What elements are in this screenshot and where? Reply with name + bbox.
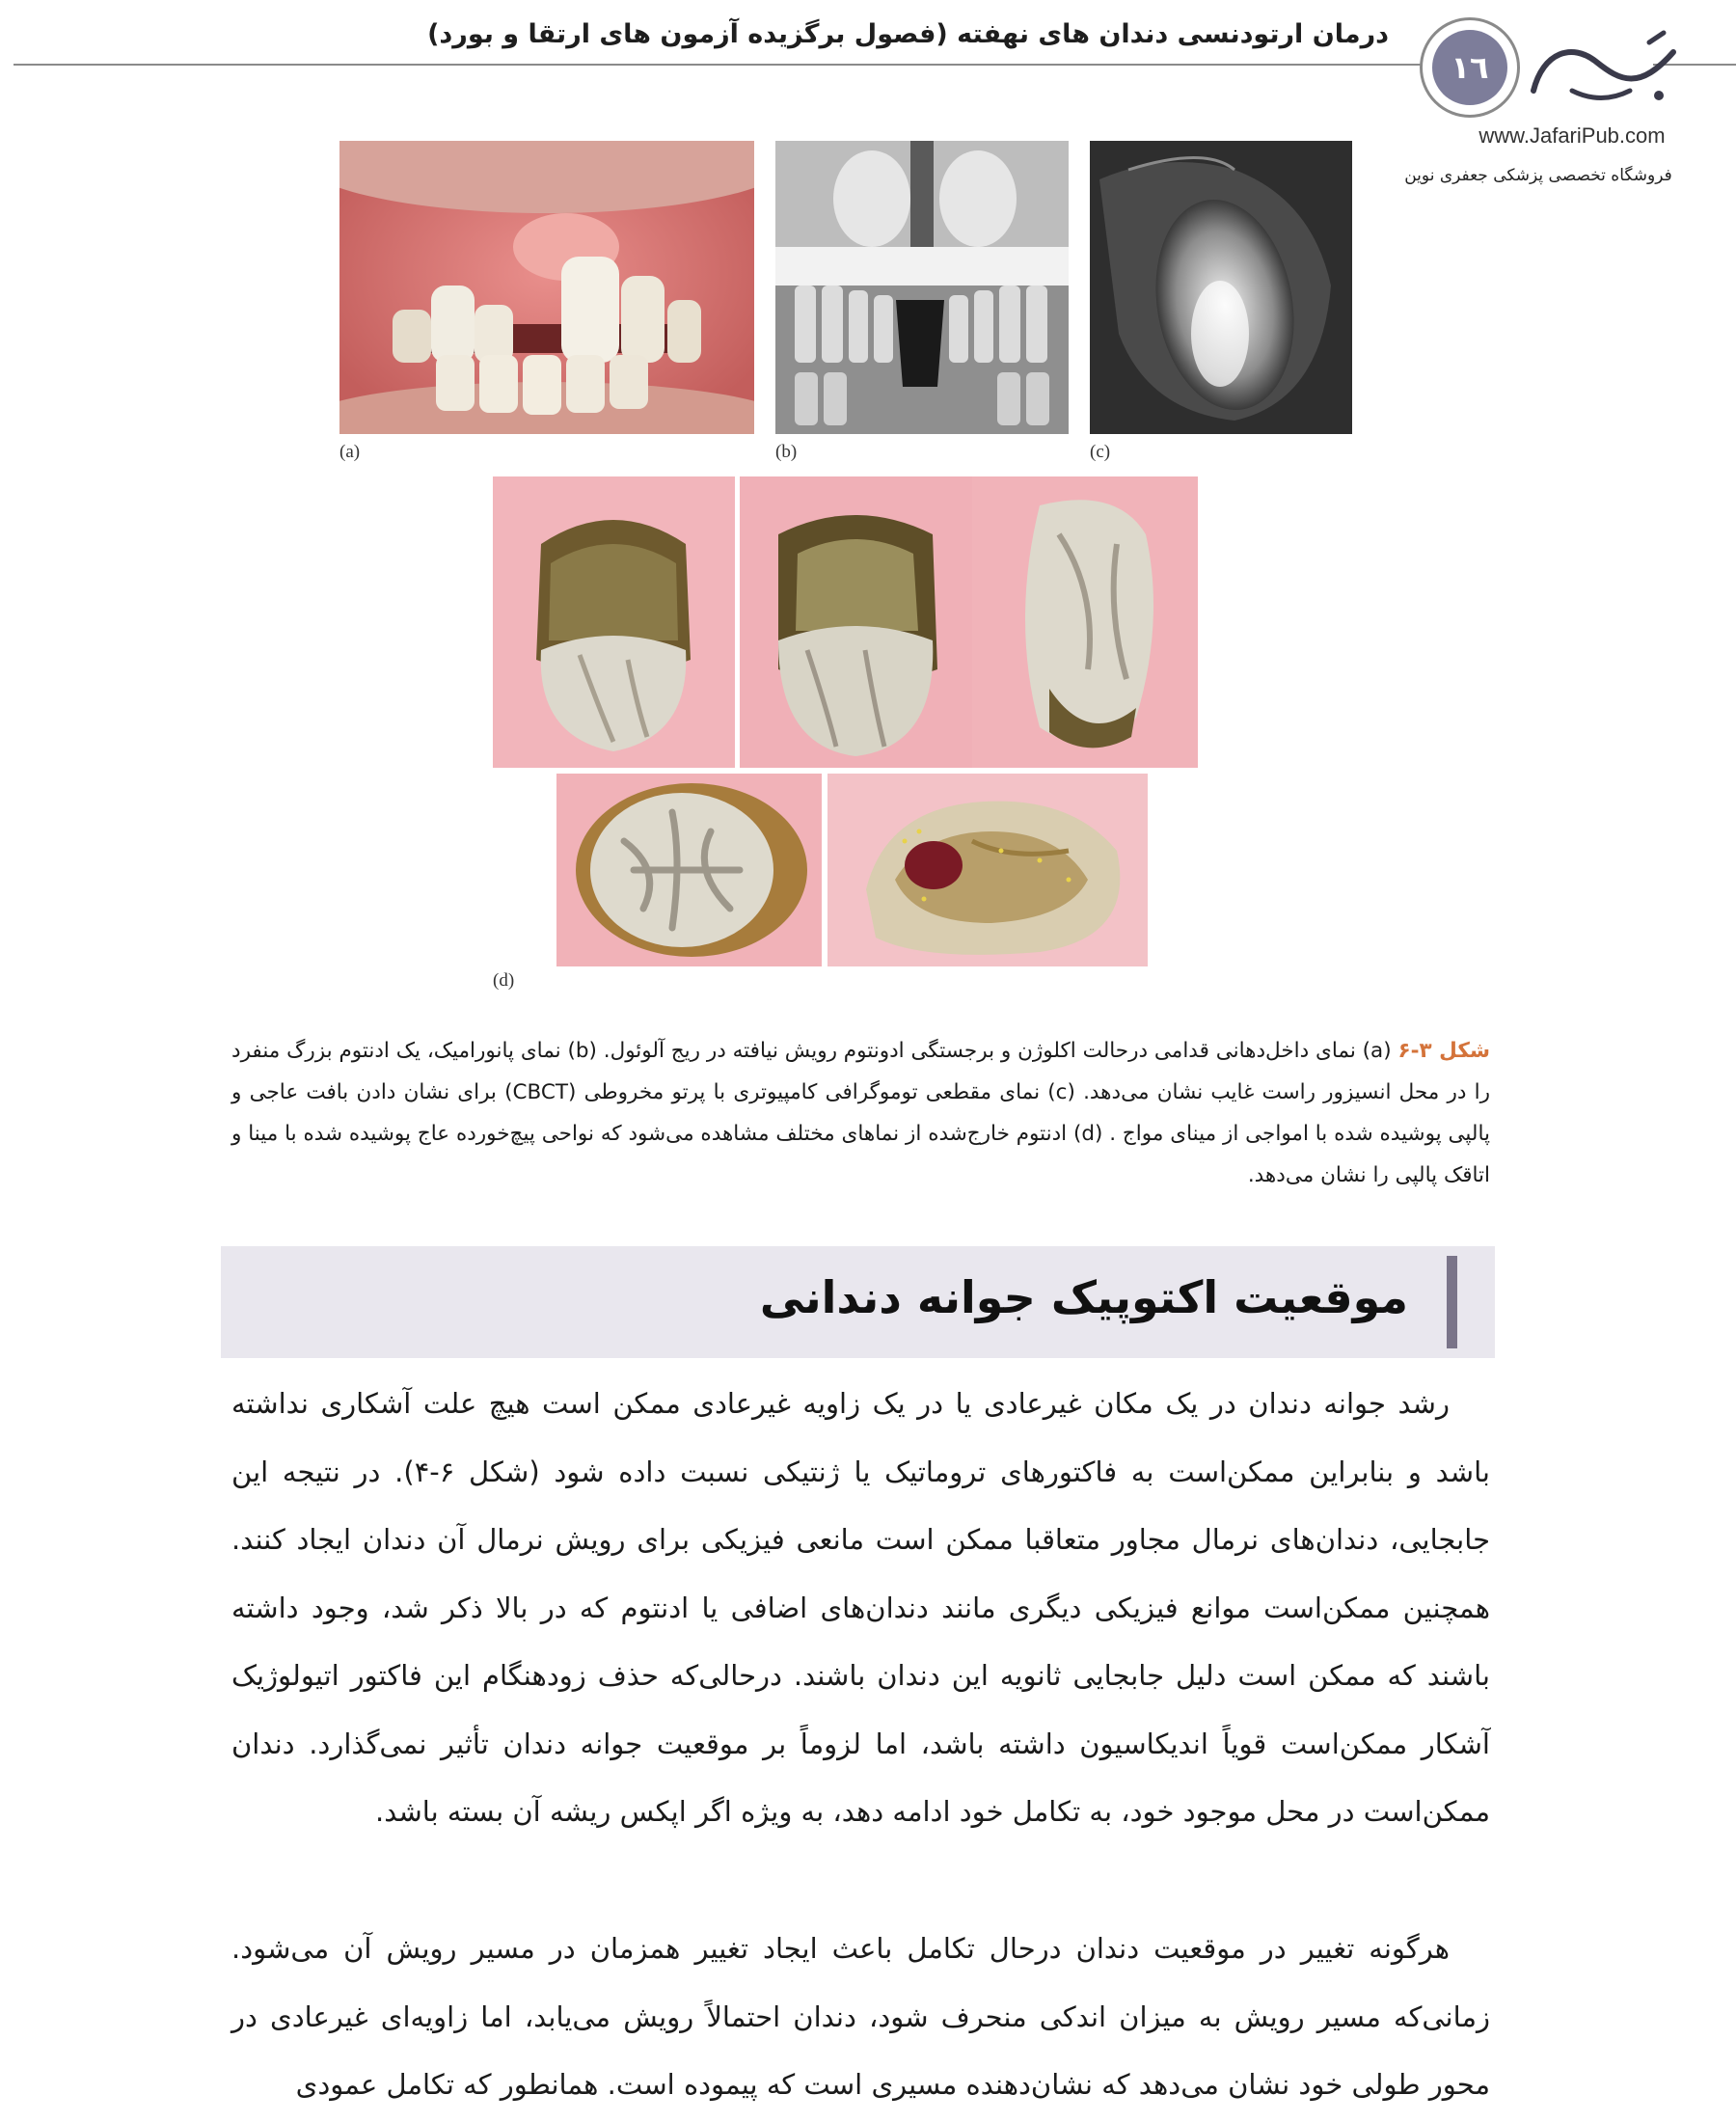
section-heading: موقعیت اکتوپیک جوانه دندانی — [759, 1271, 1408, 1323]
body-paragraph-1: رشد جوانه دندان در یک مکان غیرعادی یا در یک زاویه غیرعادی ممکن است هیچ علت آشکاری نداشته باشد و بنابراین ممکن‌است به فاکتورهای تروماتیک یا ژنتیکی نسبت داده شود (شکل ۶-۴). در نتیجه این جابجایی، دندان‌های نرمال مجاور متعاقبا ممکن است مانعی فیزیکی برای رویش نرمال آن دندان ایجاد کنند. همچنین ممکن‌است موانع فیزیکی دیگری مانند دندان‌های اضافی یا ادنتوم که در بالا ذکر شد، وجود داشته باشند که ممکن است دلیل جابجایی ثانویه این دندان باشند. درحالی‌که حذف زودهنگام این فاکتور اتیولوژیک آشکار ممکن‌است قویاً اندیکاسیون داشته باشد، اما لزوماً بر موقعیت جوانه دندان تأثیر نمی‌گذارد. دندان ممکن‌است در محل موجود خود، به تکامل خود ادامه دهد، به ویژه اگر اپکس ریشه آن بسته باشد. — [231, 1387, 1490, 1828]
publisher-store-name: فروشگاه تخصصی پزشکی جعفری نوین — [1404, 166, 1672, 185]
photo-odontome-view-1 — [493, 476, 735, 768]
figure-caption — [231, 1030, 1490, 1196]
page-number: ١٦ — [1432, 30, 1507, 105]
panel-label-c: (c) — [1090, 442, 1111, 462]
header-rule — [14, 64, 1422, 66]
photo-intraoral-anterior — [339, 141, 754, 434]
figure-caption-text: (a) نمای داخل‌دهانی قدامی درحالت اکلوژن و برجستگی ادونتوم رویش نیافته در ریج آلوئول. (b) نمای پانورامیک، یک ادنتوم بزرگ منفرد را در محل انسیزور راست غایب نشان می‌دهد. (c) نمای مقطعی توموگرافی کامپیوتری با پرتو مخروطی (CBCT) برای نشان دادن بافت عاجی و پالپی پوشیده شده با امواجی از مینای مواج . (d) ادنتوم خارج‌شده از نماهای مختلف مشاهده می‌شود که نواحی پیچ‌خورده عاج پوشیده شده با مینا و اتاقک پالپی را نشان می‌دهد. — [231, 1039, 1490, 1187]
photo-cbct-section — [1090, 141, 1352, 434]
publisher-logo — [1505, 23, 1697, 120]
photo-odontome-section — [827, 774, 1148, 966]
photo-odontome-view-2 — [740, 476, 972, 768]
panel-label-d: (d) — [493, 970, 515, 991]
body-paragraph-2: هرگونه تغییر در موقعیت دندان درحال تکامل باعث ایجاد تغییر همزمان در مسیر رویش آن می‌شود. زمانی‌که مسیر رویش به میزان اندکی منحرف شود، دندان احتمالاً رویش می‌یابد، اما زاویه‌ای غیرعادی در محور طولی خود نشان می‌دهد که نشان‌دهنده مسیری است که پیموده است. همانطور که تکامل عمودی — [231, 1932, 1490, 2101]
photo-odontome-view-3 — [972, 476, 1198, 768]
running-header-title: درمان ارتودنسی دندان های نهفته (فصول برگزیده آزمون های ارتقا و بورد) — [427, 19, 1389, 49]
panel-label-a: (a) — [339, 442, 361, 462]
photo-panoramic-radiograph — [775, 141, 1069, 434]
panel-label-b: (b) — [775, 442, 798, 462]
photo-odontome-view-4 — [556, 774, 822, 966]
figure-number: شکل ۳-۶ — [1397, 1039, 1490, 1063]
publisher-url: www.JafariPub.com — [1478, 123, 1666, 148]
section-heading-accent-bar — [1447, 1256, 1457, 1348]
